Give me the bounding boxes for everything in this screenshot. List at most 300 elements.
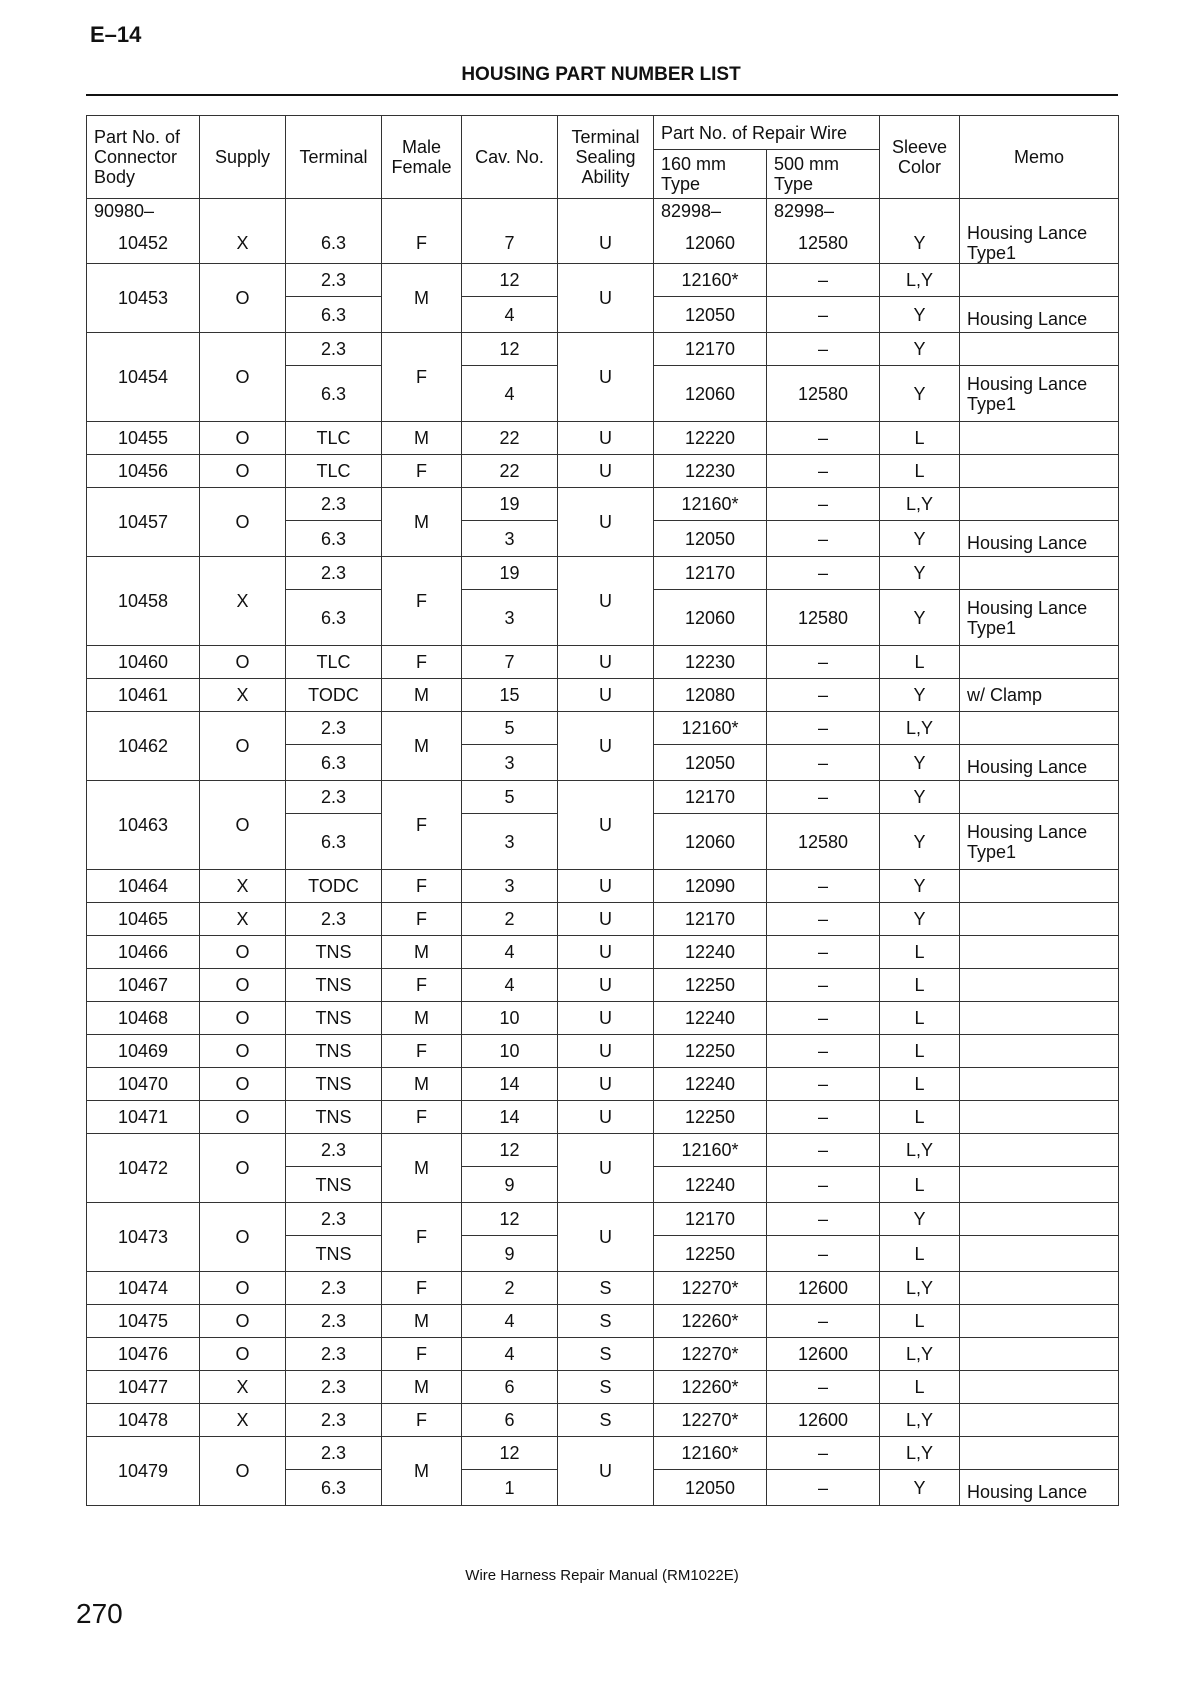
male-female-cell: F bbox=[382, 646, 462, 679]
male-female-cell: F bbox=[382, 870, 462, 903]
part-number-cell: 10455 bbox=[87, 422, 200, 455]
section-code: E–14 bbox=[90, 22, 142, 47]
cavity-cell: 9 bbox=[462, 1167, 558, 1203]
header-cav-no: Cav. No. bbox=[462, 116, 558, 199]
male-female-cell: F bbox=[382, 223, 462, 264]
wire-160-cell: 12260* bbox=[654, 1371, 767, 1404]
male-female-cell: M bbox=[382, 1371, 462, 1404]
sealing-cell: U bbox=[558, 936, 654, 969]
table-row bbox=[87, 781, 1119, 814]
table-row bbox=[87, 646, 1119, 679]
sleeve-cell: L bbox=[880, 455, 960, 488]
wire-160-cell: 12170 bbox=[654, 333, 767, 366]
header-supply: Supply bbox=[200, 116, 286, 199]
male-female-cell: M bbox=[382, 1068, 462, 1101]
wire-160-cell: 12090 bbox=[654, 870, 767, 903]
wire-160-cell: 12060 bbox=[654, 590, 767, 646]
part-number-cell: 10452 bbox=[87, 223, 200, 264]
sleeve-cell: L bbox=[880, 422, 960, 455]
wire-160-cell: 12240 bbox=[654, 1167, 767, 1203]
terminal-cell: 2.3 bbox=[286, 333, 382, 366]
cavity-cell: 2 bbox=[462, 1272, 558, 1305]
sleeve-cell: Y bbox=[880, 814, 960, 870]
cavity-cell: 6 bbox=[462, 1371, 558, 1404]
memo-cell bbox=[960, 264, 1119, 297]
wire-160-cell: 12250 bbox=[654, 1236, 767, 1272]
sleeve-cell: L bbox=[880, 1167, 960, 1203]
terminal-cell: TNS bbox=[286, 969, 382, 1002]
wire-160-cell: 12250 bbox=[654, 1035, 767, 1068]
wire-500-cell: – bbox=[767, 455, 880, 488]
terminal-cell: 6.3 bbox=[286, 814, 382, 870]
cavity-cell: 10 bbox=[462, 1035, 558, 1068]
part-number-cell: 10456 bbox=[87, 455, 200, 488]
memo-cell bbox=[960, 1236, 1119, 1272]
title-rule bbox=[86, 94, 1118, 96]
wire-500-cell: 12580 bbox=[767, 814, 880, 870]
cavity-cell: 12 bbox=[462, 1203, 558, 1236]
wire-500-cell: – bbox=[767, 1470, 880, 1506]
wire-500-cell: – bbox=[767, 333, 880, 366]
terminal-cell: 2.3 bbox=[286, 903, 382, 936]
sleeve-cell: Y bbox=[880, 745, 960, 781]
sleeve-cell: L bbox=[880, 1371, 960, 1404]
terminal-cell: 2.3 bbox=[286, 264, 382, 297]
terminal-cell: 2.3 bbox=[286, 1272, 382, 1305]
sealing-cell: S bbox=[558, 1404, 654, 1437]
table-row bbox=[87, 679, 1119, 712]
supply-cell: O bbox=[200, 1305, 286, 1338]
part-number-cell: 10463 bbox=[87, 781, 200, 870]
wire-500-prefix: 82998– bbox=[767, 199, 880, 224]
part-number-cell: 10457 bbox=[87, 488, 200, 557]
sealing-cell: U bbox=[558, 1437, 654, 1506]
wire-500-cell: – bbox=[767, 969, 880, 1002]
cavity-cell: 7 bbox=[462, 223, 558, 264]
part-number-cell: 10474 bbox=[87, 1272, 200, 1305]
wire-160-cell: 12170 bbox=[654, 1203, 767, 1236]
supply-cell: O bbox=[200, 1134, 286, 1203]
wire-500-cell: – bbox=[767, 1305, 880, 1338]
part-number-cell: 10471 bbox=[87, 1101, 200, 1134]
sleeve-cell: L bbox=[880, 969, 960, 1002]
terminal-cell: TNS bbox=[286, 1035, 382, 1068]
wire-160-cell: 12050 bbox=[654, 297, 767, 333]
wire-500-cell: – bbox=[767, 297, 880, 333]
part-number-cell: 10470 bbox=[87, 1068, 200, 1101]
supply-cell: X bbox=[200, 679, 286, 712]
sealing-cell: U bbox=[558, 333, 654, 422]
memo-cell bbox=[960, 1437, 1119, 1470]
wire-500-cell: 12580 bbox=[767, 366, 880, 422]
sleeve-cell: Y bbox=[880, 679, 960, 712]
supply-cell: X bbox=[200, 903, 286, 936]
sealing-cell: U bbox=[558, 1203, 654, 1272]
cavity-cell: 14 bbox=[462, 1068, 558, 1101]
wire-160-cell: 12080 bbox=[654, 679, 767, 712]
male-female-cell: M bbox=[382, 264, 462, 333]
cavity-cell: 12 bbox=[462, 1437, 558, 1470]
wire-160-cell: 12270* bbox=[654, 1404, 767, 1437]
male-female-cell: F bbox=[382, 1035, 462, 1068]
memo-cell: Housing Lance bbox=[960, 297, 1119, 333]
memo-cell bbox=[960, 936, 1119, 969]
table-row bbox=[87, 903, 1119, 936]
sealing-cell: U bbox=[558, 1101, 654, 1134]
male-female-cell: F bbox=[382, 1101, 462, 1134]
supply-cell: O bbox=[200, 781, 286, 870]
page-title: HOUSING PART NUMBER LIST bbox=[461, 64, 741, 85]
sealing-cell: S bbox=[558, 1338, 654, 1371]
part-number-cell: 10466 bbox=[87, 936, 200, 969]
memo-cell: w/ Clamp bbox=[960, 679, 1119, 712]
wire-500-cell: – bbox=[767, 1167, 880, 1203]
sleeve-cell: L,Y bbox=[880, 1404, 960, 1437]
table-row bbox=[87, 333, 1119, 366]
sealing-cell: U bbox=[558, 1134, 654, 1203]
male-female-cell: M bbox=[382, 422, 462, 455]
wire-500-cell: 12580 bbox=[767, 223, 880, 264]
wire-500-cell: 12580 bbox=[767, 590, 880, 646]
memo-cell bbox=[960, 488, 1119, 521]
supply-cell: O bbox=[200, 1035, 286, 1068]
cavity-cell: 4 bbox=[462, 297, 558, 333]
sleeve-cell: L bbox=[880, 1068, 960, 1101]
sealing-cell: U bbox=[558, 488, 654, 557]
header-male-female: Male Female bbox=[382, 116, 462, 199]
supply-cell: O bbox=[200, 333, 286, 422]
wire-160-cell: 12170 bbox=[654, 903, 767, 936]
prefix-spacer-cell bbox=[462, 199, 558, 224]
cavity-cell: 1 bbox=[462, 1470, 558, 1506]
memo-cell bbox=[960, 455, 1119, 488]
cavity-cell: 3 bbox=[462, 590, 558, 646]
cavity-cell: 6 bbox=[462, 1404, 558, 1437]
wire-160-cell: 12220 bbox=[654, 422, 767, 455]
prefix-spacer-cell bbox=[200, 199, 286, 224]
table-row bbox=[87, 1338, 1119, 1371]
sealing-cell: U bbox=[558, 1068, 654, 1101]
sleeve-cell: Y bbox=[880, 557, 960, 590]
male-female-cell: F bbox=[382, 903, 462, 936]
memo-cell bbox=[960, 712, 1119, 745]
wire-160-cell: 12050 bbox=[654, 521, 767, 557]
supply-cell: O bbox=[200, 1101, 286, 1134]
supply-cell: O bbox=[200, 646, 286, 679]
supply-cell: X bbox=[200, 557, 286, 646]
terminal-cell: 2.3 bbox=[286, 712, 382, 745]
wire-500-cell: – bbox=[767, 870, 880, 903]
sleeve-cell: Y bbox=[880, 521, 960, 557]
wire-160-cell: 12270* bbox=[654, 1338, 767, 1371]
part-number-cell: 10476 bbox=[87, 1338, 200, 1371]
table-body bbox=[87, 199, 1119, 1506]
table-row bbox=[87, 223, 1119, 264]
part-number-cell: 10462 bbox=[87, 712, 200, 781]
wire-500-cell: – bbox=[767, 422, 880, 455]
page-number: 270 bbox=[76, 1598, 123, 1629]
table-row bbox=[87, 936, 1119, 969]
male-female-cell: F bbox=[382, 1404, 462, 1437]
terminal-cell: 2.3 bbox=[286, 488, 382, 521]
memo-cell: Housing Lance Type1 bbox=[960, 590, 1119, 646]
cavity-cell: 10 bbox=[462, 1002, 558, 1035]
memo-cell bbox=[960, 1272, 1119, 1305]
cavity-cell: 4 bbox=[462, 969, 558, 1002]
supply-cell: X bbox=[200, 223, 286, 264]
header-500mm: 500 mm Type bbox=[767, 150, 880, 199]
terminal-cell: TODC bbox=[286, 870, 382, 903]
terminal-cell: 6.3 bbox=[286, 521, 382, 557]
terminal-cell: TNS bbox=[286, 1002, 382, 1035]
part-number-cell: 10458 bbox=[87, 557, 200, 646]
cavity-cell: 12 bbox=[462, 333, 558, 366]
wire-160-cell: 12050 bbox=[654, 745, 767, 781]
part-number-cell: 10479 bbox=[87, 1437, 200, 1506]
cavity-cell: 7 bbox=[462, 646, 558, 679]
cavity-cell: 12 bbox=[462, 1134, 558, 1167]
terminal-cell: 2.3 bbox=[286, 1203, 382, 1236]
memo-cell bbox=[960, 1134, 1119, 1167]
prefix-spacer-cell bbox=[286, 199, 382, 224]
male-female-cell: M bbox=[382, 1437, 462, 1506]
cavity-cell: 12 bbox=[462, 264, 558, 297]
cavity-cell: 15 bbox=[462, 679, 558, 712]
sleeve-cell: L,Y bbox=[880, 264, 960, 297]
wire-160-cell: 12160* bbox=[654, 1437, 767, 1470]
supply-cell: O bbox=[200, 422, 286, 455]
sleeve-cell: Y bbox=[880, 870, 960, 903]
table-row bbox=[87, 1437, 1119, 1470]
wire-160-cell: 12240 bbox=[654, 936, 767, 969]
male-female-cell: F bbox=[382, 781, 462, 870]
sleeve-cell: L bbox=[880, 1236, 960, 1272]
terminal-cell: 6.3 bbox=[286, 590, 382, 646]
supply-cell: O bbox=[200, 936, 286, 969]
terminal-cell: TLC bbox=[286, 422, 382, 455]
terminal-cell: 6.3 bbox=[286, 223, 382, 264]
sleeve-cell: Y bbox=[880, 366, 960, 422]
cavity-cell: 22 bbox=[462, 422, 558, 455]
part-number-cell: 10461 bbox=[87, 679, 200, 712]
wire-160-cell: 12270* bbox=[654, 1272, 767, 1305]
header-part-no: Part No. of Connector Body bbox=[87, 116, 200, 199]
wire-500-cell: – bbox=[767, 679, 880, 712]
wire-500-cell: – bbox=[767, 745, 880, 781]
terminal-cell: 2.3 bbox=[286, 1404, 382, 1437]
table-row bbox=[87, 870, 1119, 903]
wire-500-cell: – bbox=[767, 781, 880, 814]
part-number-cell: 10453 bbox=[87, 264, 200, 333]
male-female-cell: F bbox=[382, 1203, 462, 1272]
wire-500-cell: – bbox=[767, 646, 880, 679]
wire-500-cell: 12600 bbox=[767, 1272, 880, 1305]
memo-cell bbox=[960, 1035, 1119, 1068]
memo-cell bbox=[960, 1002, 1119, 1035]
table-row bbox=[87, 1035, 1119, 1068]
wire-160-cell: 12250 bbox=[654, 969, 767, 1002]
male-female-cell: M bbox=[382, 712, 462, 781]
prefix-row bbox=[87, 199, 1119, 224]
table-row bbox=[87, 488, 1119, 521]
memo-cell bbox=[960, 1371, 1119, 1404]
male-female-cell: F bbox=[382, 1272, 462, 1305]
sealing-cell: S bbox=[558, 1371, 654, 1404]
wire-160-cell: 12160* bbox=[654, 264, 767, 297]
sleeve-cell: L bbox=[880, 936, 960, 969]
male-female-cell: M bbox=[382, 936, 462, 969]
wire-500-cell: – bbox=[767, 1068, 880, 1101]
terminal-cell: 2.3 bbox=[286, 781, 382, 814]
wire-500-cell: – bbox=[767, 264, 880, 297]
sealing-cell: U bbox=[558, 679, 654, 712]
male-female-cell: F bbox=[382, 557, 462, 646]
prefix-spacer-cell bbox=[558, 199, 654, 224]
terminal-cell: 6.3 bbox=[286, 745, 382, 781]
table-row bbox=[87, 712, 1119, 745]
part-number-cell: 10467 bbox=[87, 969, 200, 1002]
wire-500-cell: – bbox=[767, 1101, 880, 1134]
sealing-cell: U bbox=[558, 1035, 654, 1068]
part-number-cell: 10454 bbox=[87, 333, 200, 422]
supply-cell: O bbox=[200, 712, 286, 781]
header-160mm: 160 mm Type bbox=[654, 150, 767, 199]
terminal-cell: TNS bbox=[286, 1101, 382, 1134]
sleeve-cell: Y bbox=[880, 1203, 960, 1236]
part-number-cell: 10464 bbox=[87, 870, 200, 903]
table-row bbox=[87, 1272, 1119, 1305]
table-row bbox=[87, 969, 1119, 1002]
wire-500-cell: – bbox=[767, 936, 880, 969]
part-number-prefix: 90980– bbox=[87, 199, 200, 224]
cavity-cell: 4 bbox=[462, 936, 558, 969]
sealing-cell: U bbox=[558, 969, 654, 1002]
sealing-cell: U bbox=[558, 781, 654, 870]
sealing-cell: U bbox=[558, 1002, 654, 1035]
cavity-cell: 5 bbox=[462, 781, 558, 814]
part-number-cell: 10475 bbox=[87, 1305, 200, 1338]
wire-160-cell: 12060 bbox=[654, 223, 767, 264]
wire-160-cell: 12160* bbox=[654, 1134, 767, 1167]
part-number-cell: 10472 bbox=[87, 1134, 200, 1203]
memo-cell: Housing Lance Type1 bbox=[960, 223, 1119, 264]
cavity-cell: 19 bbox=[462, 488, 558, 521]
male-female-cell: M bbox=[382, 679, 462, 712]
wire-160-cell: 12060 bbox=[654, 814, 767, 870]
supply-cell: X bbox=[200, 1404, 286, 1437]
sleeve-cell: Y bbox=[880, 333, 960, 366]
sleeve-cell: L bbox=[880, 1002, 960, 1035]
terminal-cell: TNS bbox=[286, 1167, 382, 1203]
part-number-cell: 10473 bbox=[87, 1203, 200, 1272]
cavity-cell: 2 bbox=[462, 903, 558, 936]
sealing-cell: S bbox=[558, 1272, 654, 1305]
memo-cell bbox=[960, 557, 1119, 590]
wire-500-cell: – bbox=[767, 712, 880, 745]
wire-160-cell: 12240 bbox=[654, 1068, 767, 1101]
sleeve-cell: L,Y bbox=[880, 488, 960, 521]
part-number-cell: 10460 bbox=[87, 646, 200, 679]
table-row bbox=[87, 422, 1119, 455]
cavity-cell: 3 bbox=[462, 870, 558, 903]
terminal-cell: 2.3 bbox=[286, 1305, 382, 1338]
part-number-cell: 10477 bbox=[87, 1371, 200, 1404]
sealing-cell: U bbox=[558, 903, 654, 936]
wire-500-cell: 12600 bbox=[767, 1404, 880, 1437]
header-sleeve: Sleeve Color bbox=[880, 116, 960, 199]
wire-500-cell: – bbox=[767, 488, 880, 521]
wire-500-cell: – bbox=[767, 1371, 880, 1404]
header-terminal: Terminal bbox=[286, 116, 382, 199]
terminal-cell: 2.3 bbox=[286, 1338, 382, 1371]
supply-cell: O bbox=[200, 1338, 286, 1371]
male-female-cell: F bbox=[382, 1338, 462, 1371]
wire-160-cell: 12160* bbox=[654, 712, 767, 745]
supply-cell: O bbox=[200, 969, 286, 1002]
male-female-cell: M bbox=[382, 1002, 462, 1035]
memo-cell bbox=[960, 333, 1119, 366]
sleeve-cell: Y bbox=[880, 781, 960, 814]
prefix-spacer-cell bbox=[960, 199, 1119, 224]
part-number-cell: 10478 bbox=[87, 1404, 200, 1437]
wire-160-cell: 12170 bbox=[654, 781, 767, 814]
terminal-cell: 2.3 bbox=[286, 1134, 382, 1167]
supply-cell: X bbox=[200, 870, 286, 903]
wire-160-cell: 12230 bbox=[654, 646, 767, 679]
wire-160-prefix: 82998– bbox=[654, 199, 767, 224]
part-number-cell: 10469 bbox=[87, 1035, 200, 1068]
cavity-cell: 4 bbox=[462, 1338, 558, 1371]
sealing-cell: U bbox=[558, 223, 654, 264]
sleeve-cell: L,Y bbox=[880, 1272, 960, 1305]
wire-160-cell: 12230 bbox=[654, 455, 767, 488]
cavity-cell: 5 bbox=[462, 712, 558, 745]
sealing-cell: U bbox=[558, 712, 654, 781]
male-female-cell: F bbox=[382, 969, 462, 1002]
wire-500-cell: – bbox=[767, 1203, 880, 1236]
memo-cell bbox=[960, 969, 1119, 1002]
sleeve-cell: L,Y bbox=[880, 1338, 960, 1371]
supply-cell: O bbox=[200, 1002, 286, 1035]
table-row bbox=[87, 1134, 1119, 1167]
cavity-cell: 14 bbox=[462, 1101, 558, 1134]
memo-cell: Housing Lance bbox=[960, 521, 1119, 557]
wire-500-cell: – bbox=[767, 521, 880, 557]
supply-cell: O bbox=[200, 455, 286, 488]
memo-cell bbox=[960, 422, 1119, 455]
terminal-cell: 6.3 bbox=[286, 366, 382, 422]
wire-500-cell: – bbox=[767, 1002, 880, 1035]
table-row bbox=[87, 1371, 1119, 1404]
supply-cell: O bbox=[200, 1203, 286, 1272]
memo-cell bbox=[960, 1101, 1119, 1134]
wire-500-cell: – bbox=[767, 903, 880, 936]
cavity-cell: 4 bbox=[462, 1305, 558, 1338]
sealing-cell: U bbox=[558, 557, 654, 646]
memo-cell: Housing Lance bbox=[960, 1470, 1119, 1506]
part-number-cell: 10468 bbox=[87, 1002, 200, 1035]
supply-cell: O bbox=[200, 488, 286, 557]
footer-manual-title: Wire Harness Repair Manual (RM1022E) bbox=[465, 1567, 739, 1584]
terminal-cell: TLC bbox=[286, 646, 382, 679]
cavity-cell: 3 bbox=[462, 745, 558, 781]
male-female-cell: F bbox=[382, 333, 462, 422]
header-memo: Memo bbox=[960, 116, 1119, 199]
memo-cell bbox=[960, 1068, 1119, 1101]
terminal-cell: TNS bbox=[286, 936, 382, 969]
wire-160-cell: 12240 bbox=[654, 1002, 767, 1035]
cavity-cell: 4 bbox=[462, 366, 558, 422]
